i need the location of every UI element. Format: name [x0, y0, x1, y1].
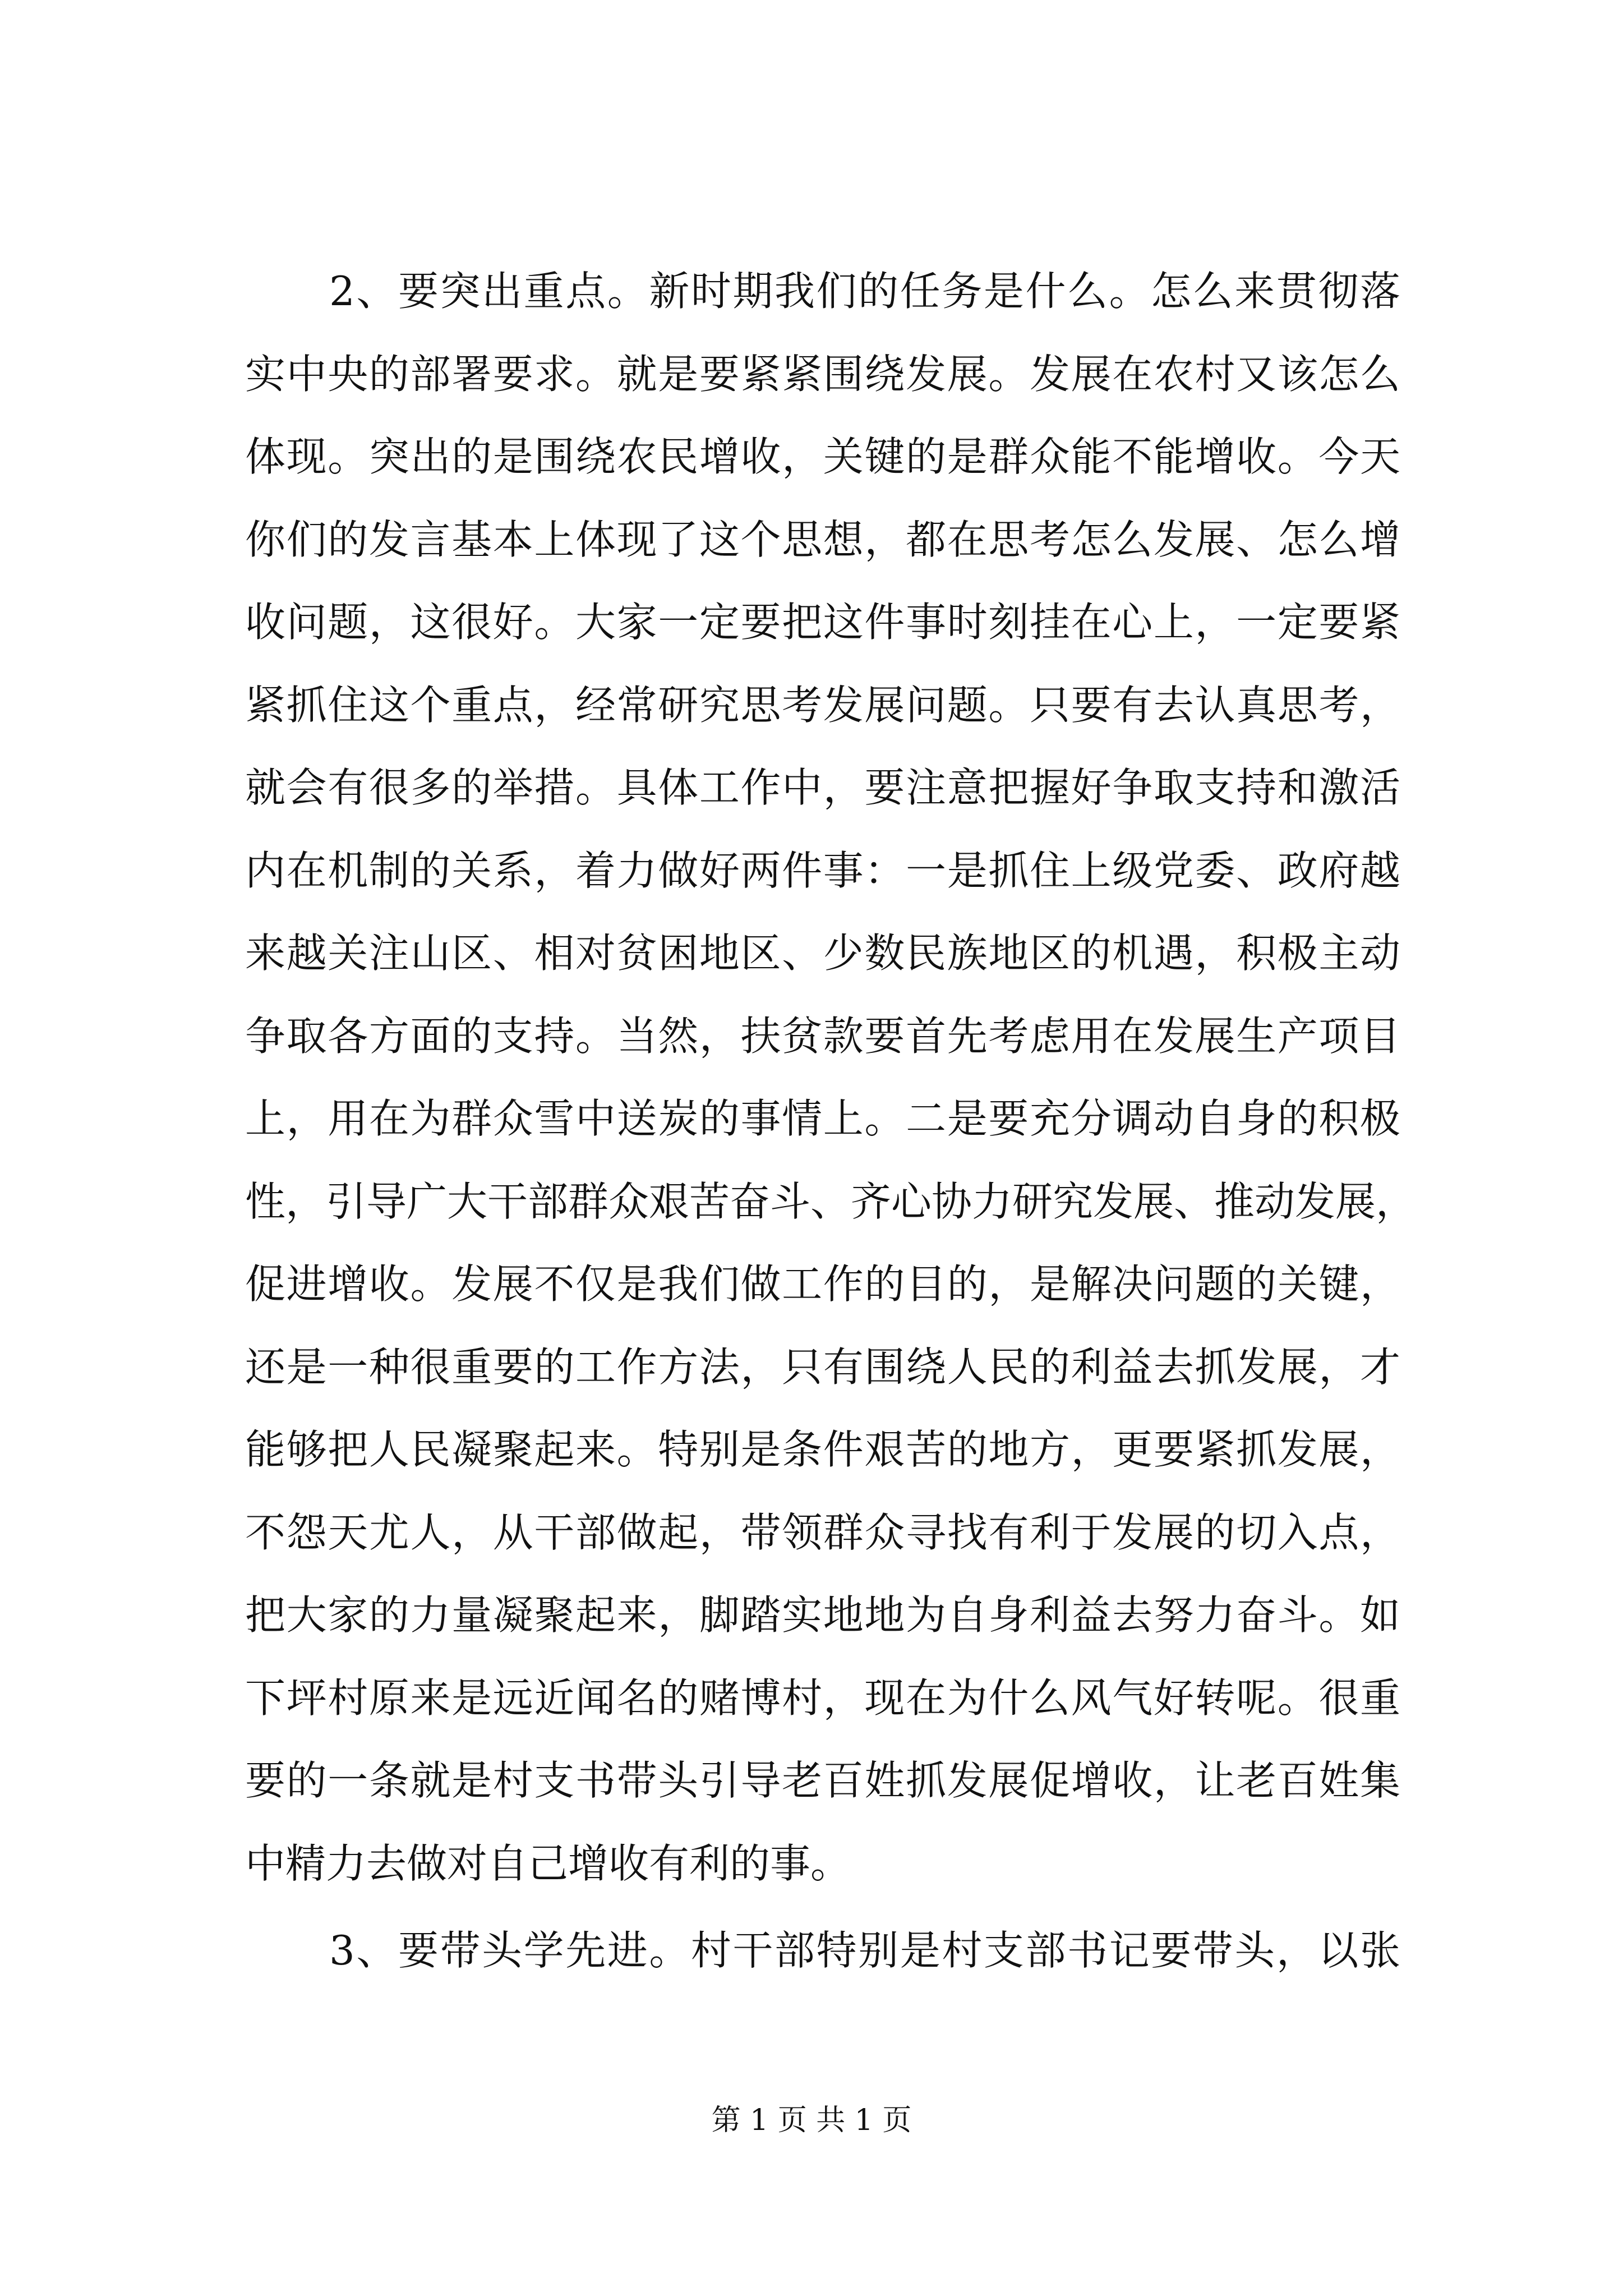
text-line: 要的一条就是村支书带头引导老百姓抓发展促增收，让老百姓集	[245, 1757, 1400, 1804]
text-line: 上，用在为群众雪中送炭的事情上。二是要充分调动自身的积极	[245, 1095, 1400, 1142]
paragraph	[245, 250, 1417, 1905]
text-line: 能够把人民凝聚起来。特别是条件艰苦的地方，更要紧抓发展，	[245, 1426, 1400, 1473]
text-line: 来越关注山区、相对贫困地区、少数民族地区的机遇，积极主动	[245, 930, 1400, 977]
document-body	[245, 250, 1417, 1993]
text-line: 还是一种很重要的工作方法，只有围绕人民的利益去抓发展，才	[245, 1343, 1400, 1391]
text-line: 不怨天尤人，从干部做起，带领群众寻找有利于发展的切入点，	[245, 1508, 1400, 1556]
text-line: 体现。突出的是围绕农民增收，关键的是群众能不能增收。今天	[245, 433, 1400, 480]
text-line: 紧抓住这个重点，经常研究思考发展问题。只要有去认真思考，	[245, 681, 1400, 729]
page-footer: 第 1 页 共 1 页	[711, 2104, 912, 2137]
text-line: 你们的发言基本上体现了这个思想，都在思考怎么发展、怎么增	[245, 516, 1400, 563]
paragraph-spacer	[245, 1905, 1400, 1910]
text-line: 争取各方面的支持。当然，扶贫款要首先考虑用在发展生产项目	[245, 1012, 1400, 1060]
text-line: 性，引导广大干部群众艰苦奋斗、齐心协力研究发展、推动发展，	[245, 1177, 1417, 1225]
text-line: 内在机制的关系，着力做好两件事：一是抓住上级党委、政府越	[245, 846, 1400, 894]
text-line: 下坪村原来是远近闻名的赌博村，现在为什么风气好转呢。很重	[245, 1674, 1400, 1722]
text-line: 收问题，这很好。大家一定要把这件事时刻挂在心上，一定要紧	[245, 599, 1400, 646]
text-line: 2、要突出重点。新时期我们的任务是什么。怎么来贯彻落	[329, 268, 1400, 315]
text-line: 中精力去做对自己增收有利的事。	[245, 1839, 851, 1887]
text-line: 促进增收。发展不仅是我们做工作的目的，是解决问题的关键，	[245, 1260, 1400, 1308]
paragraph	[245, 1910, 1400, 1993]
text-line: 把大家的力量凝聚起来，脚踏实地地为自身利益去努力奋斗。如	[245, 1591, 1400, 1639]
text-line: 就会有很多的举措。具体工作中，要注意把握好争取支持和激活	[245, 764, 1400, 811]
text-line: 3、要带头学先进。村干部特别是村支部书记要带头，以张	[329, 1927, 1400, 1974]
text-line: 实中央的部署要求。就是要紧紧围绕发展。发展在农村又该怎么	[245, 350, 1400, 398]
